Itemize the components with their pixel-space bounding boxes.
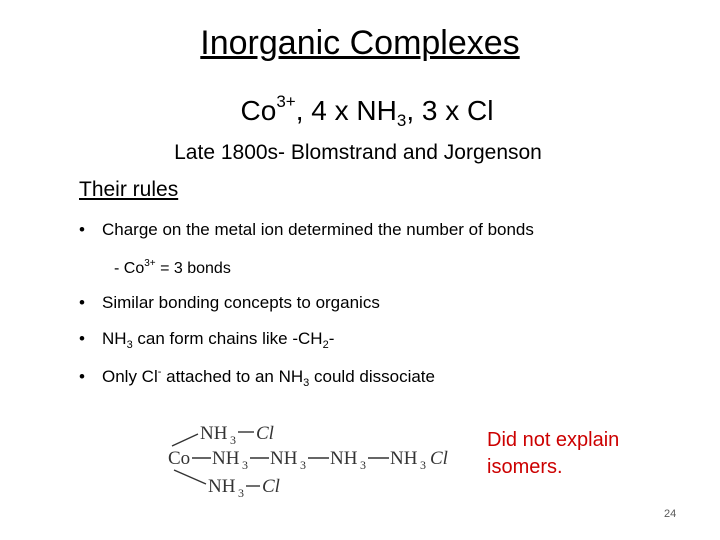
slide-subtitle: Late 1800s- Blomstrand and Jorgenson bbox=[174, 141, 542, 164]
bullet-text: Charge on the metal ion determined the number of bonds bbox=[102, 220, 534, 239]
sub-bullet-rest: = 3 bonds bbox=[155, 260, 231, 277]
bond-co-bottom bbox=[174, 470, 206, 484]
bullet-text-part: - bbox=[328, 329, 335, 348]
mid-nh-1-subscript: 3 bbox=[242, 458, 248, 472]
bottom-nh-subscript: 3 bbox=[238, 486, 244, 498]
mid-nh-2: NH bbox=[270, 448, 298, 469]
bullet-text-part: can form chains like -CH bbox=[132, 329, 323, 348]
bullet-text: Similar bonding concepts to organics bbox=[102, 293, 380, 312]
slide-title: Inorganic Complexes bbox=[200, 24, 520, 62]
bullet-text-part: attached to an NH bbox=[161, 367, 304, 386]
bullet-text-part: NH bbox=[102, 329, 127, 348]
bullet-text-part: Only Cl bbox=[102, 367, 158, 386]
bullet-dot: • bbox=[79, 220, 85, 239]
bullet-dot: • bbox=[79, 293, 85, 312]
top-nh: NH bbox=[200, 423, 228, 444]
mid-cl: Cl bbox=[430, 448, 448, 469]
top-nh-subscript: 3 bbox=[230, 433, 236, 447]
complex-formula bbox=[0, 92, 720, 131]
mid-nh-3: NH bbox=[330, 448, 358, 469]
mid-nh-2-subscript: 3 bbox=[300, 458, 306, 472]
bond-co-top bbox=[172, 434, 198, 446]
mid-nh-4-subscript: 3 bbox=[420, 458, 426, 472]
formula-co-charge: 3+ bbox=[276, 92, 296, 111]
top-cl: Cl bbox=[256, 423, 274, 444]
blomstrand-chain-diagram bbox=[160, 412, 460, 498]
bullet-organics bbox=[79, 293, 380, 313]
subscript: 3 bbox=[303, 377, 310, 389]
rules-heading: Their rules bbox=[79, 178, 179, 201]
mid-nh-1: NH bbox=[212, 448, 240, 469]
bullet-nh3-chains bbox=[79, 329, 334, 351]
bullet-charge-rule bbox=[79, 220, 534, 240]
bottom-nh: NH bbox=[208, 476, 236, 497]
page-number: 24 bbox=[664, 508, 677, 520]
formula-part-2: , 3 x Cl bbox=[406, 95, 494, 126]
bottom-cl: Cl bbox=[262, 476, 280, 497]
cobalt-label: Co bbox=[168, 448, 191, 469]
subscript: 2 bbox=[322, 339, 329, 351]
bullet-dot: • bbox=[79, 367, 85, 386]
sub-bullet-co-bonds bbox=[114, 258, 231, 278]
subscript: 3 bbox=[126, 339, 133, 351]
superscript: - bbox=[157, 366, 162, 378]
mid-nh-3-subscript: 3 bbox=[360, 458, 366, 472]
bullet-dot: • bbox=[79, 329, 85, 348]
formula-co: Co bbox=[240, 95, 277, 126]
formula-part-1: , 4 x NH bbox=[295, 95, 397, 126]
formula-nh3-subscript: 3 bbox=[396, 111, 407, 130]
sub-bullet-charge: 3+ bbox=[144, 258, 156, 269]
bullet-text-part: could dissociate bbox=[309, 367, 435, 386]
sub-bullet-text: - Co bbox=[114, 260, 145, 277]
bullet-cl-dissociate bbox=[79, 366, 435, 389]
isomer-note: Did not explain isomers. bbox=[487, 429, 620, 478]
mid-nh-4: NH bbox=[390, 448, 418, 469]
